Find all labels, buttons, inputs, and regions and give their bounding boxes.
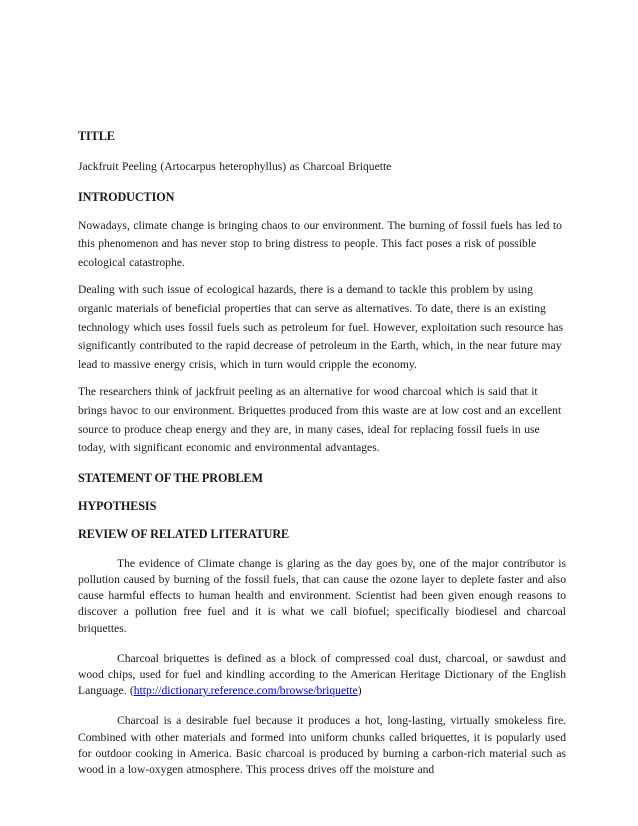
literature-paragraph: The evidence of Climate change is glaring as the day goes by, one of the major contributor is pollution caused by burning of the fossil fuels, that can cause the ozone layer to deplete faster and also cause harmful effects to human health and environment. Scientist had been given enough reasons to discover a pollution free fuel and it is what we call biofuel; specifically biodiesel and charcoal briquettes. xyxy=(78,556,566,635)
hypothesis-heading: HYPOTHESIS xyxy=(78,498,157,513)
introduction-paragraph: Dealing with such issue of ecological hazards, there is a demand to tackle this problem by using organic materials of beneficial properties that can serve as alternatives. To date, there is an existing technology which uses fossil fuels such as petroleum for fuel. However, exploitation such resource has significantly contributed to the rapid decrease of petroleum in the Earth, which, in the near future may lead to massive energy crisis, which in turn would cripple the economy. xyxy=(78,283,564,371)
literature-text: Charcoal briquettes is defined as a block of compressed coal dust, charcoal, or sawdust and wood chips, used for fuel and kindling according to the American Heritage Dictionary of the English Language. ( xyxy=(78,651,566,698)
literature-text-end: ) xyxy=(357,684,362,698)
literature-paragraph: Charcoal is a desirable fuel because it produces a hot, long-lasting, virtually smokeless fire. Combined with other materials and formed into uniform chunks called briquettes, it is popularly used for outdoor cooking in America. Basic charcoal is produced by burning a carbon-rich material such as wood in a low-oxygen atmosphere. This process drives off the moisture and xyxy=(78,714,566,776)
introduction-paragraph: Nowadays, climate change is bringing chaos to our environment. The burning of fossil fuels has led to this phenomenon and has never stop to bring distress to people. This fact poses a risk of possible ecological catastrophe. xyxy=(78,218,562,269)
title-heading: TITLE xyxy=(78,129,115,143)
literature-paragraph xyxy=(78,651,566,700)
problem-heading: STATEMENT OF THE PROBLEM xyxy=(78,470,263,485)
introduction-paragraph: The researchers think of jackfruit peeling as an alternative for wood charcoal which is said that it brings havoc to our environment. Briquettes produced from this waste are at low cost and an excellent source to produce cheap energy and they are, in many cases, ideal for replacing fossil fuels in use today, with significant economic and environmental advantages. xyxy=(78,385,562,455)
introduction-heading: INTRODUCTION xyxy=(78,189,175,204)
document-page xyxy=(78,128,566,778)
dictionary-reference-link[interactable]: http://dictionary.reference.com/browse/briquette xyxy=(133,684,358,698)
title-text: Jackfruit Peeling (Artocarpus heterophyllus) as Charcoal Briquette xyxy=(78,160,392,173)
related-literature-heading: REVIEW OF RELATED LITERATURE xyxy=(78,526,290,541)
